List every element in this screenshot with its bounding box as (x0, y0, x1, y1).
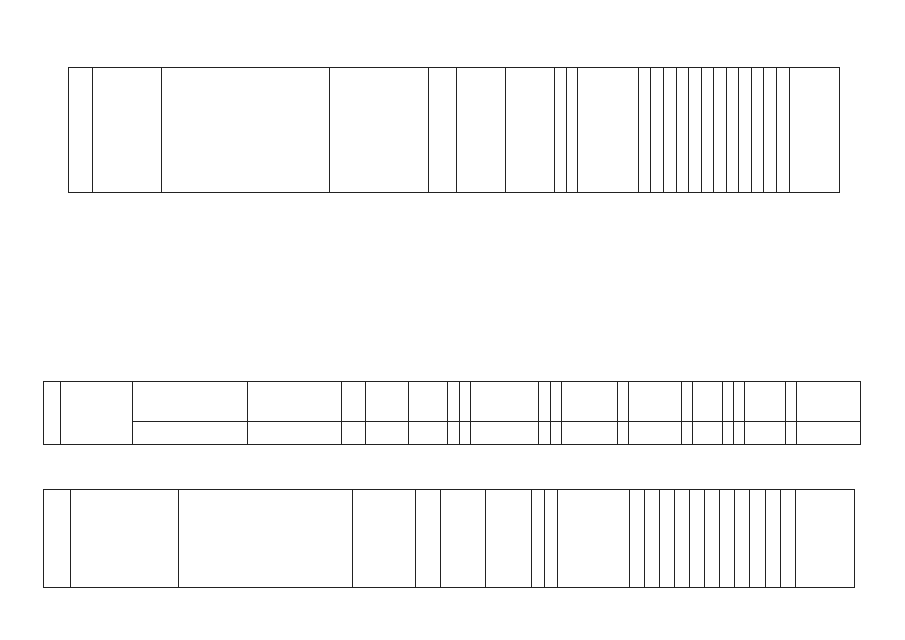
period-cell (470, 382, 539, 422)
dash-cell (735, 490, 750, 588)
building-type-cell (162, 68, 330, 193)
dash-cell (618, 382, 629, 422)
period-cell (745, 422, 786, 445)
table-row-building (44, 382, 861, 422)
dash-cell (726, 68, 739, 193)
period-cell (797, 382, 861, 422)
area-total-cell (441, 490, 485, 588)
period-cell (789, 68, 839, 193)
dash-cell (786, 422, 797, 445)
address-cell (93, 68, 162, 193)
table-row-lift (44, 422, 861, 445)
dash-cell (561, 422, 617, 445)
dash-cell (618, 422, 629, 445)
dash-cell (751, 68, 764, 193)
dash-cell (690, 490, 705, 588)
dash-cell (459, 422, 470, 445)
table-21459-1 (43, 381, 861, 445)
lift-label (133, 422, 248, 445)
dash-cell (660, 490, 675, 588)
dash-cell (651, 68, 664, 193)
dash-cell (739, 68, 752, 193)
period-cell (578, 68, 639, 193)
dash-cell (780, 490, 795, 588)
dash-cell (689, 68, 702, 193)
area-total-cell (366, 382, 409, 422)
dash-cell (733, 382, 744, 422)
dash-cell (638, 68, 651, 193)
period-cell (797, 422, 861, 445)
period-cell (557, 490, 629, 588)
dash-cell (550, 382, 561, 422)
dash-cell (566, 68, 578, 193)
area-living-cell (409, 382, 448, 422)
dash-cell (681, 382, 692, 422)
dash-cell (630, 490, 645, 588)
dash-cell (409, 422, 448, 445)
dash-cell (692, 422, 722, 445)
district-cell (329, 68, 429, 193)
district-cell (353, 490, 416, 588)
item-number (44, 490, 71, 588)
dash-cell (663, 68, 676, 193)
dash-cell (765, 490, 780, 588)
dash-cell (701, 68, 714, 193)
district-cell (247, 382, 341, 422)
table-21530-1 (43, 489, 855, 588)
dash-cell (745, 382, 786, 422)
dash-cell (555, 68, 567, 193)
building-type-cell (133, 382, 248, 422)
dash-cell (786, 382, 797, 422)
dash-cell (247, 422, 341, 445)
dash-cell (722, 422, 733, 445)
period-cell (692, 382, 722, 422)
dash-cell (539, 382, 550, 422)
table-row-building (69, 68, 840, 193)
zero-cell (714, 68, 727, 193)
dash-cell (733, 422, 744, 445)
dash-cell (531, 490, 544, 588)
dash-cell (470, 422, 539, 445)
address-cell (61, 382, 133, 445)
zero-cell (720, 490, 735, 588)
dash-cell (539, 422, 550, 445)
building-type-cell (179, 490, 353, 588)
area-total-cell (456, 68, 505, 193)
item-number (69, 68, 93, 193)
period-cell (561, 382, 617, 422)
dash-cell (448, 382, 459, 422)
dash-cell (681, 422, 692, 445)
dash-cell (448, 422, 459, 445)
dash-cell (750, 490, 765, 588)
area-living-cell (505, 68, 554, 193)
dash-cell (764, 68, 777, 193)
dash-cell (341, 422, 366, 445)
dash-cell (459, 382, 470, 422)
dash-cell (550, 422, 561, 445)
area-living-cell (485, 490, 531, 588)
period-cell (629, 382, 681, 422)
dash-cell (676, 68, 689, 193)
dash-cell (675, 490, 690, 588)
dash-cell (629, 422, 681, 445)
table-row-building (44, 490, 855, 588)
year-cell (429, 68, 456, 193)
address-cell (71, 490, 179, 588)
year-cell (416, 490, 441, 588)
dash-cell (544, 490, 557, 588)
period-cell (795, 490, 854, 588)
item-number (44, 382, 61, 445)
dash-cell (705, 490, 720, 588)
year-cell (341, 382, 366, 422)
dash-cell (366, 422, 409, 445)
dash-cell (722, 382, 733, 422)
dash-cell (645, 490, 660, 588)
table-lifts-21073-4 (68, 67, 840, 193)
